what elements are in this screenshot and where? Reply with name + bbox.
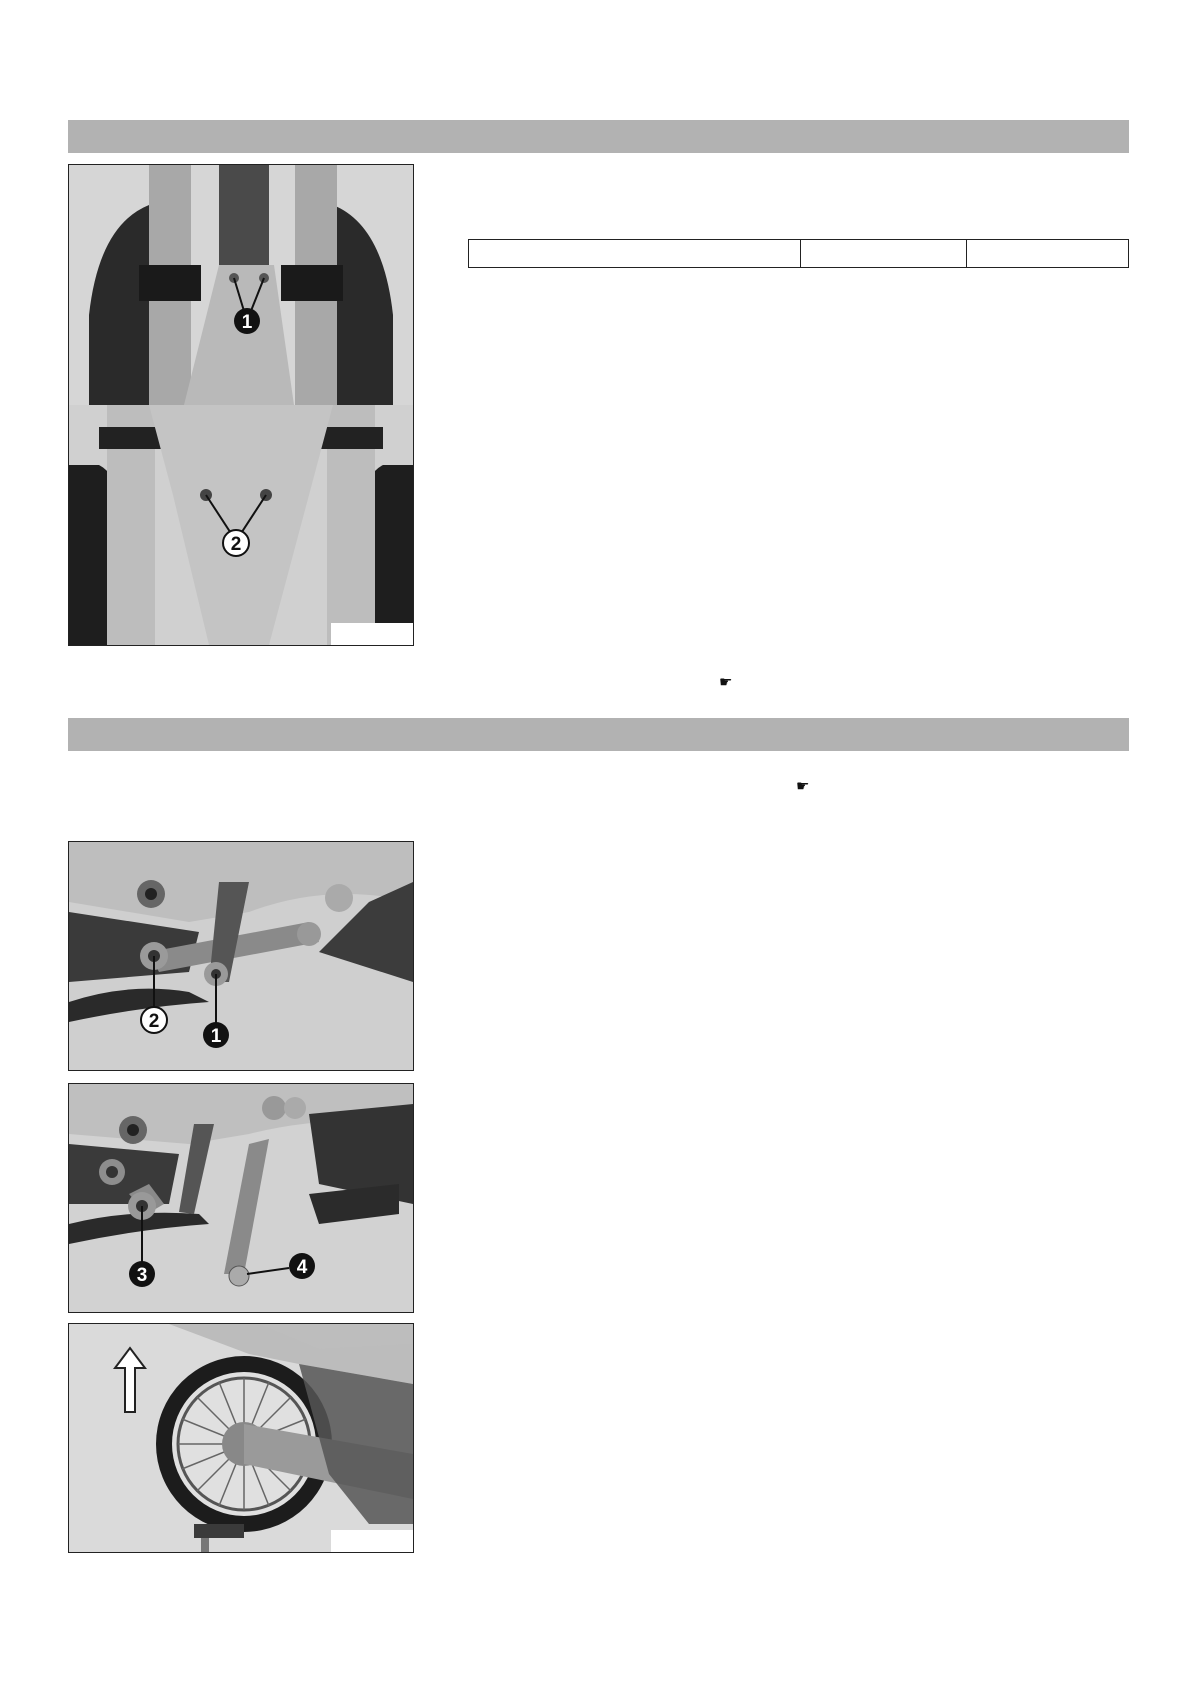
callout-2 [223,530,249,556]
svg-text:2: 2 [148,1011,160,1032]
spec-cell-unit [967,240,1129,268]
section-header-bar-1 [68,120,1129,153]
svg-text:1: 1 [241,312,253,333]
callout-1 [203,1022,229,1048]
spec-cell-value [801,240,967,268]
spec-table [468,239,1129,268]
figure-linkage-lever [68,841,414,1071]
figure-front-fender [68,164,414,646]
svg-text:2: 2 [230,534,242,555]
callout-4 [289,1253,315,1279]
section-header-bar-2 [68,718,1129,751]
figure-linkage-removed [68,1083,414,1313]
svg-text:4: 4 [296,1257,308,1278]
pointing-hand-icon: ☛ [796,778,810,795]
callout-1 [234,308,260,334]
figure-rear-wheel-lifted [68,1323,414,1553]
svg-text:1: 1 [210,1026,222,1047]
callout-2 [141,1007,167,1033]
spec-cell-description [469,240,801,268]
pointing-hand-icon: ☛ [719,674,733,691]
callout-3 [129,1261,155,1287]
svg-text:3: 3 [136,1265,148,1286]
